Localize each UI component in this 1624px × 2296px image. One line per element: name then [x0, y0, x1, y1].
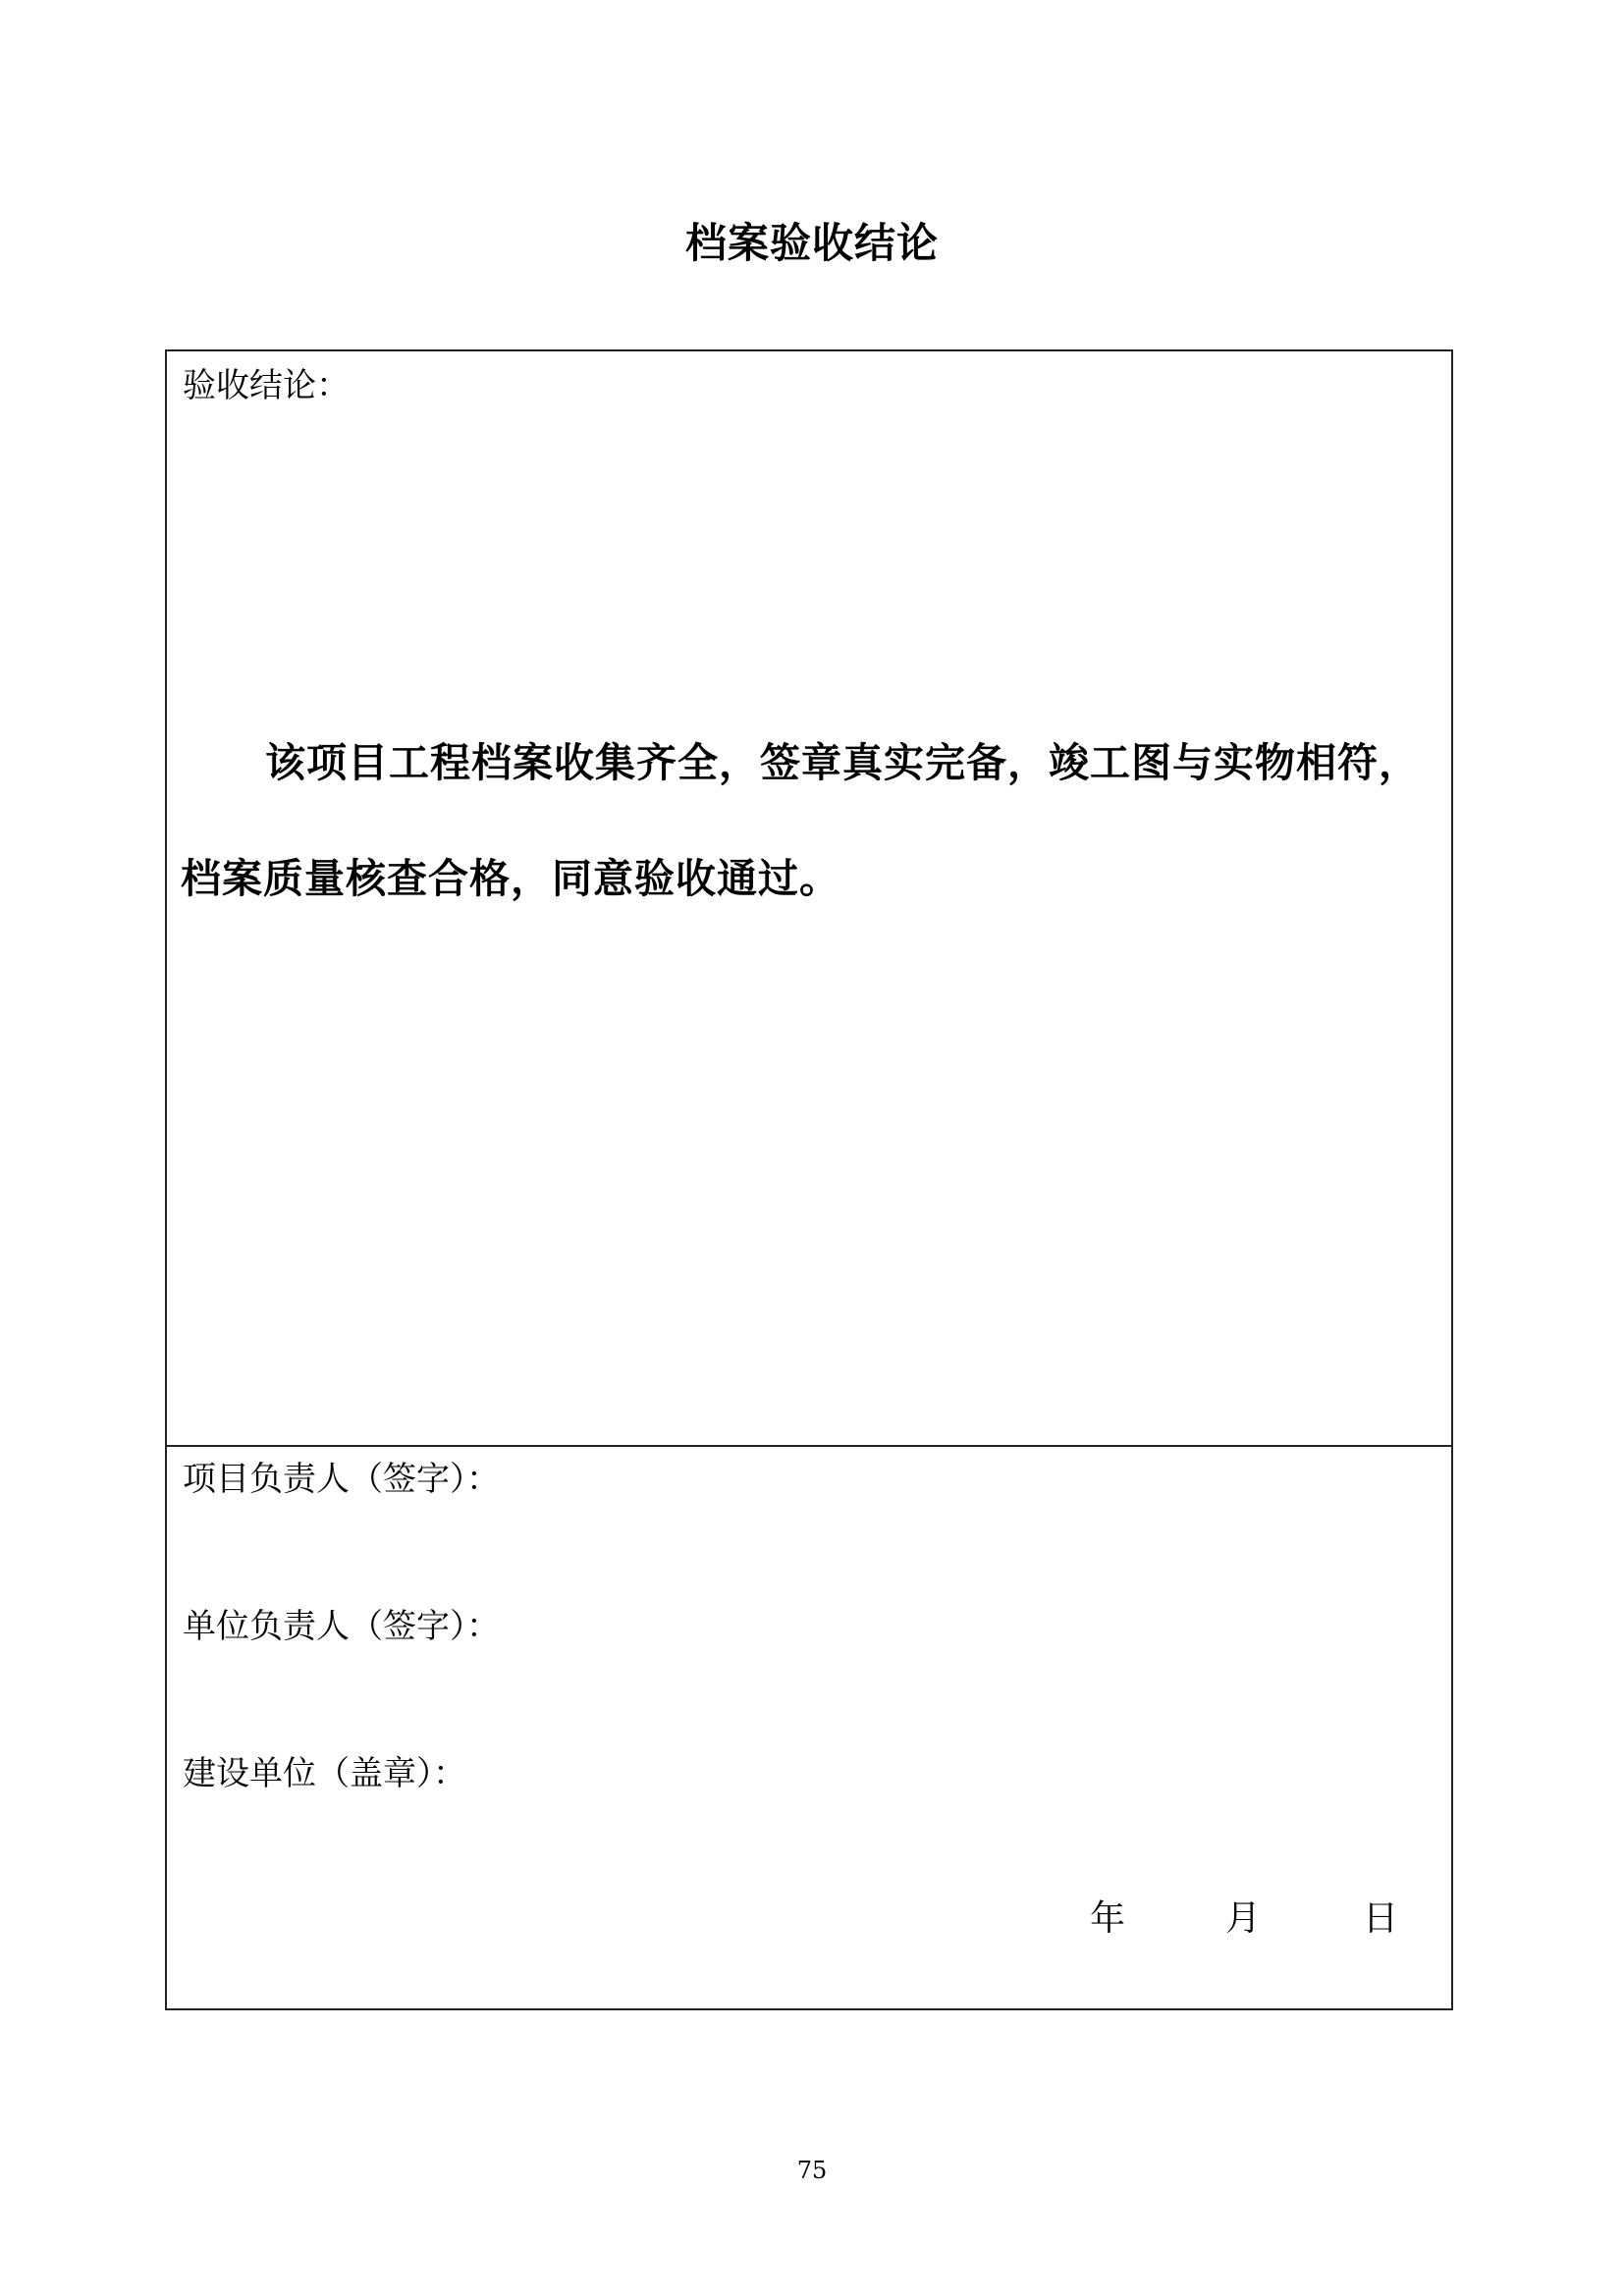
signature-cell — [167, 1447, 1451, 2008]
conclusion-label: 验收结论： — [183, 366, 350, 405]
page-title: 档案验收结论 — [684, 219, 939, 267]
date-year-label: 年 — [1090, 1898, 1126, 1939]
conclusion-cell — [167, 351, 1451, 1447]
unit-leader-signature-label: 单位负责人（签字）： — [183, 1607, 500, 1646]
conclusion-text: 该项目工程档案收集齐全，签章真实完备，竣工图与实物相符，档案质量核查合格，同意验收通过。 — [181, 739, 1420, 902]
acceptance-form-table — [165, 349, 1453, 2010]
page-number: 75 — [796, 2157, 828, 2184]
date-day-label: 日 — [1363, 1898, 1399, 1939]
date-month-label: 月 — [1225, 1898, 1262, 1939]
construction-unit-seal-label: 建设单位（盖章）： — [183, 1754, 466, 1793]
project-leader-signature-label: 项目负责人（签字）： — [183, 1460, 500, 1499]
